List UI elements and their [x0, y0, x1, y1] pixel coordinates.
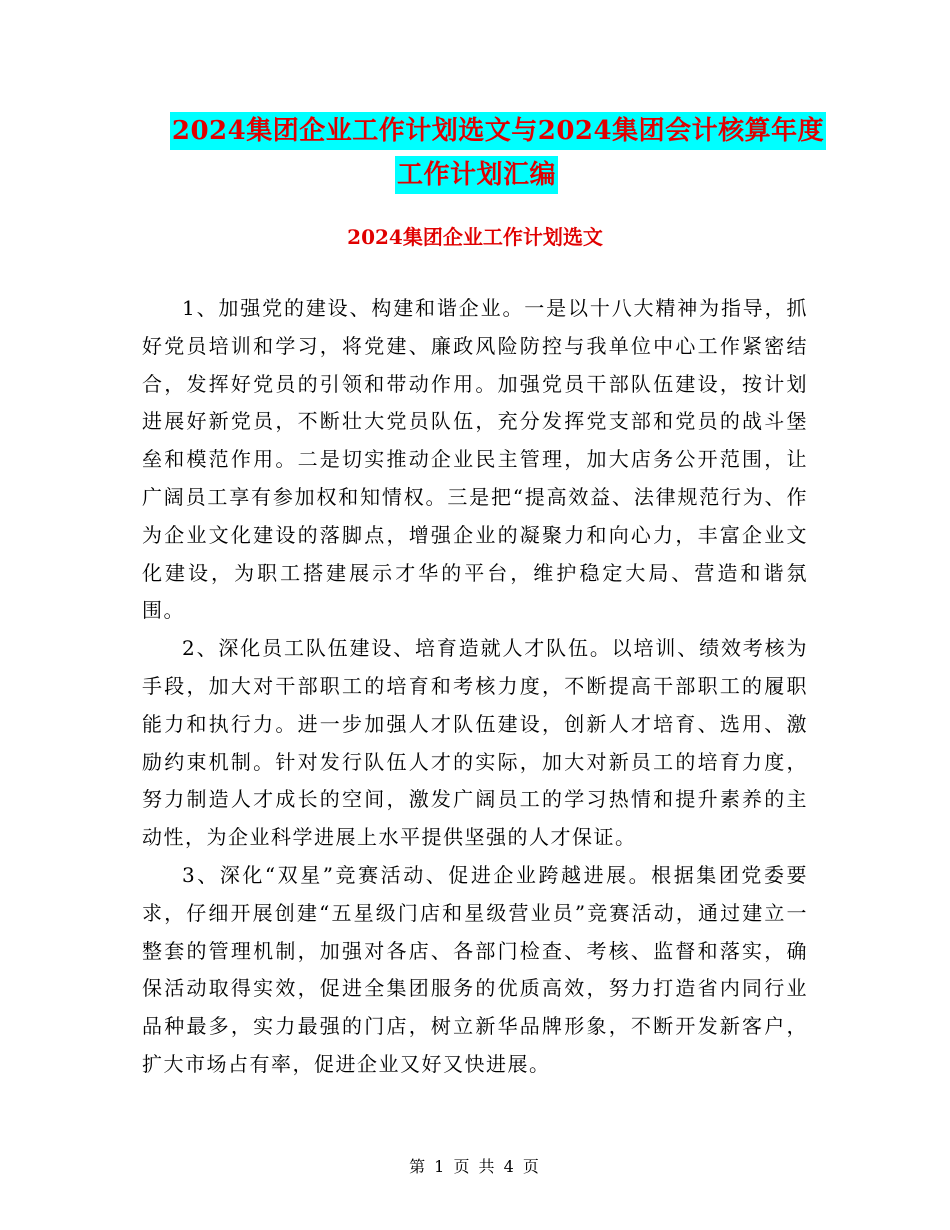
title-line-2: 工作计划汇编 — [395, 156, 558, 194]
title-line-1: 2024集团企业工作计划选文与2024集团会计核算年度 — [170, 112, 826, 150]
page-footer: 第 1 页 共 4 页 — [409, 1157, 541, 1176]
paragraph-1: 1、加强党的建设、构建和谐企业。一是以十八大精神为指导，抓好党员培训和学习，将党建、廉政风险防控与我单位中心工作紧密结合，发挥好党员的引领和带动作用。加强党员干部队伍建设，按计划进展好新党员，不断壮大党员队伍，充分发挥党支部和党员的战斗堡垒和模范作用。二是切实推动企业民主管理，加大店务公开范围，让广阔员工享有参加权和知情权。三是把“提高效益、法律规范行为、作为企业文化建设的落脚点，增强企业的凝聚力和向心力，丰富企业文化建设，为职工搭建展示才华的平台，维护稳定大局、营造和谐氛围。 — [142, 296, 808, 623]
document-title — [0, 112, 950, 194]
paragraph-2: 2、深化员工队伍建设、培育造就人才队伍。以培训、绩效考核为手段，加大对干部职工的培育和考核力度，不断提高干部职工的履职能力和执行力。进一步加强人才队伍建设，创新人才培育、选用、激励约束机制。针对发行队伍人才的实际，加大对新员工的培育力度，努力制造人才成长的空间，激发广阔员工的学习热情和提升素养的主动性，为企业科学进展上水平提供坚强的人才保证。 — [142, 636, 808, 850]
section-title: 2024集团企业工作计划选文 — [347, 225, 603, 249]
document-body — [142, 290, 808, 1084]
paragraph-3: 3、深化“双星”竞赛活动、促进企业跨越进展。根据集团党委要求，仔细开展创建“五星级门店和星级营业员”竞赛活动，通过建立一整套的管理机制，加强对各店、各部门检查、考核、监督和落实，确保活动取得实效，促进全集团服务的优质高效，努力打造省内同行业品种最多，实力最强的门店，树立新华品牌形象，不断开发新客户，扩大市场占有率，促进企业又好又快进展。 — [142, 862, 808, 1076]
